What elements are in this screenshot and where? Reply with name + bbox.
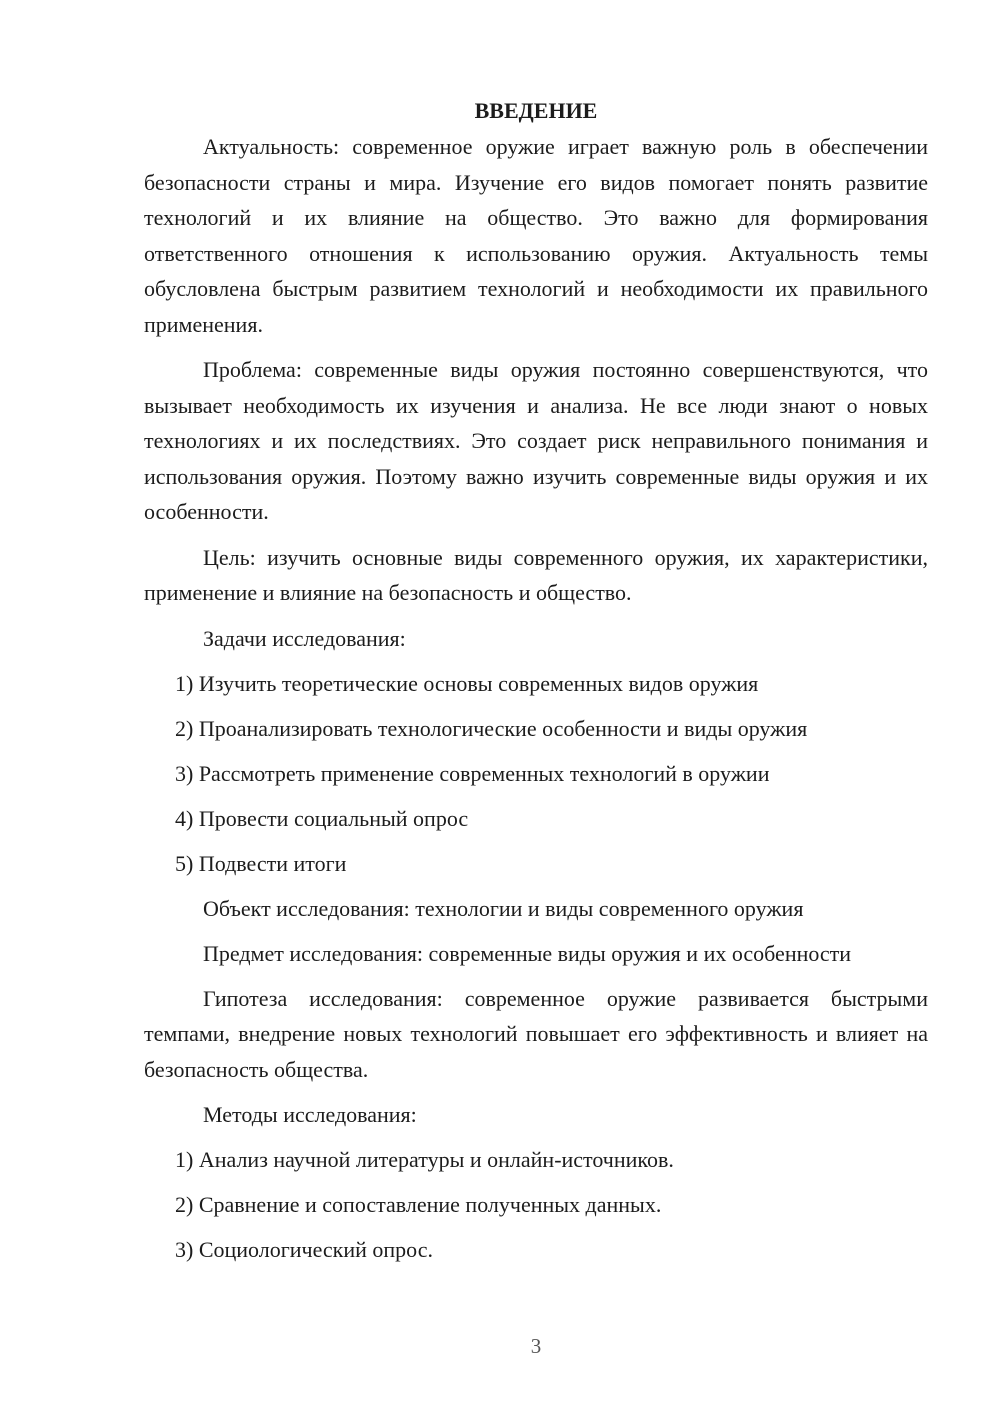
task-item-2: 2) Проанализировать технологические особенности и виды оружия (175, 715, 808, 741)
research-subject: Предмет исследования: современные виды оружия и их особенности (203, 940, 852, 966)
goal-paragraph: Цель: изучить основные виды современного оружия, их характеристики, применение и влияние на безопасность и общество. (144, 544, 928, 605)
task-item-1: 1) Изучить теоретические основы современных видов оружия (175, 670, 759, 696)
relevance-paragraph: Актуальность: современное оружие играет важную роль в обеспечении безопасности страны и мира. Изучение его видов помогает понять развитие технологий и их влияние на общество. Это важно для формирования ответственного отношения к использованию оружия. Актуальность темы обусловлена быстрым развитием технологий и необходимости их правильного применения. (144, 134, 928, 337)
section-title: ВВЕДЕНИЕ (474, 98, 598, 123)
tasks-heading: Задачи исследования: (203, 625, 406, 651)
method-item-1: 1) Анализ научной литературы и онлайн-источников. (175, 1147, 674, 1172)
page-number: 3 (530, 1334, 542, 1358)
method-item-3: 3) Социологический опрос. (175, 1237, 433, 1262)
problem-paragraph: Проблема: современные виды оружия постоянно совершенствуются, что вызывает необходимость их изучения и анализа. Не все люди знают о новых технологиях и их последствиях. Это создает риск неправильного понимания и использования оружия. Поэтому важно изучить современные виды оружия и их особенности. (144, 357, 928, 524)
page-content (144, 93, 928, 1277)
task-item-5: 5) Подвести итоги (175, 850, 347, 876)
hypothesis-paragraph: Гипотеза исследования: современное оружие развивается быстрыми темпами, внедрение новых технологий повышает его эффективность и влияет на безопасность общества. (144, 985, 928, 1082)
method-item-2: 2) Сравнение и сопоставление полученных данных. (175, 1192, 662, 1217)
research-object: Объект исследования: технологии и виды современного оружия (203, 895, 804, 921)
task-item-4: 4) Провести социальный опрос (175, 805, 469, 831)
methods-heading: Методы исследования: (203, 1102, 417, 1127)
task-item-3: 3) Рассмотреть применение современных технологий в оружии (175, 760, 770, 786)
